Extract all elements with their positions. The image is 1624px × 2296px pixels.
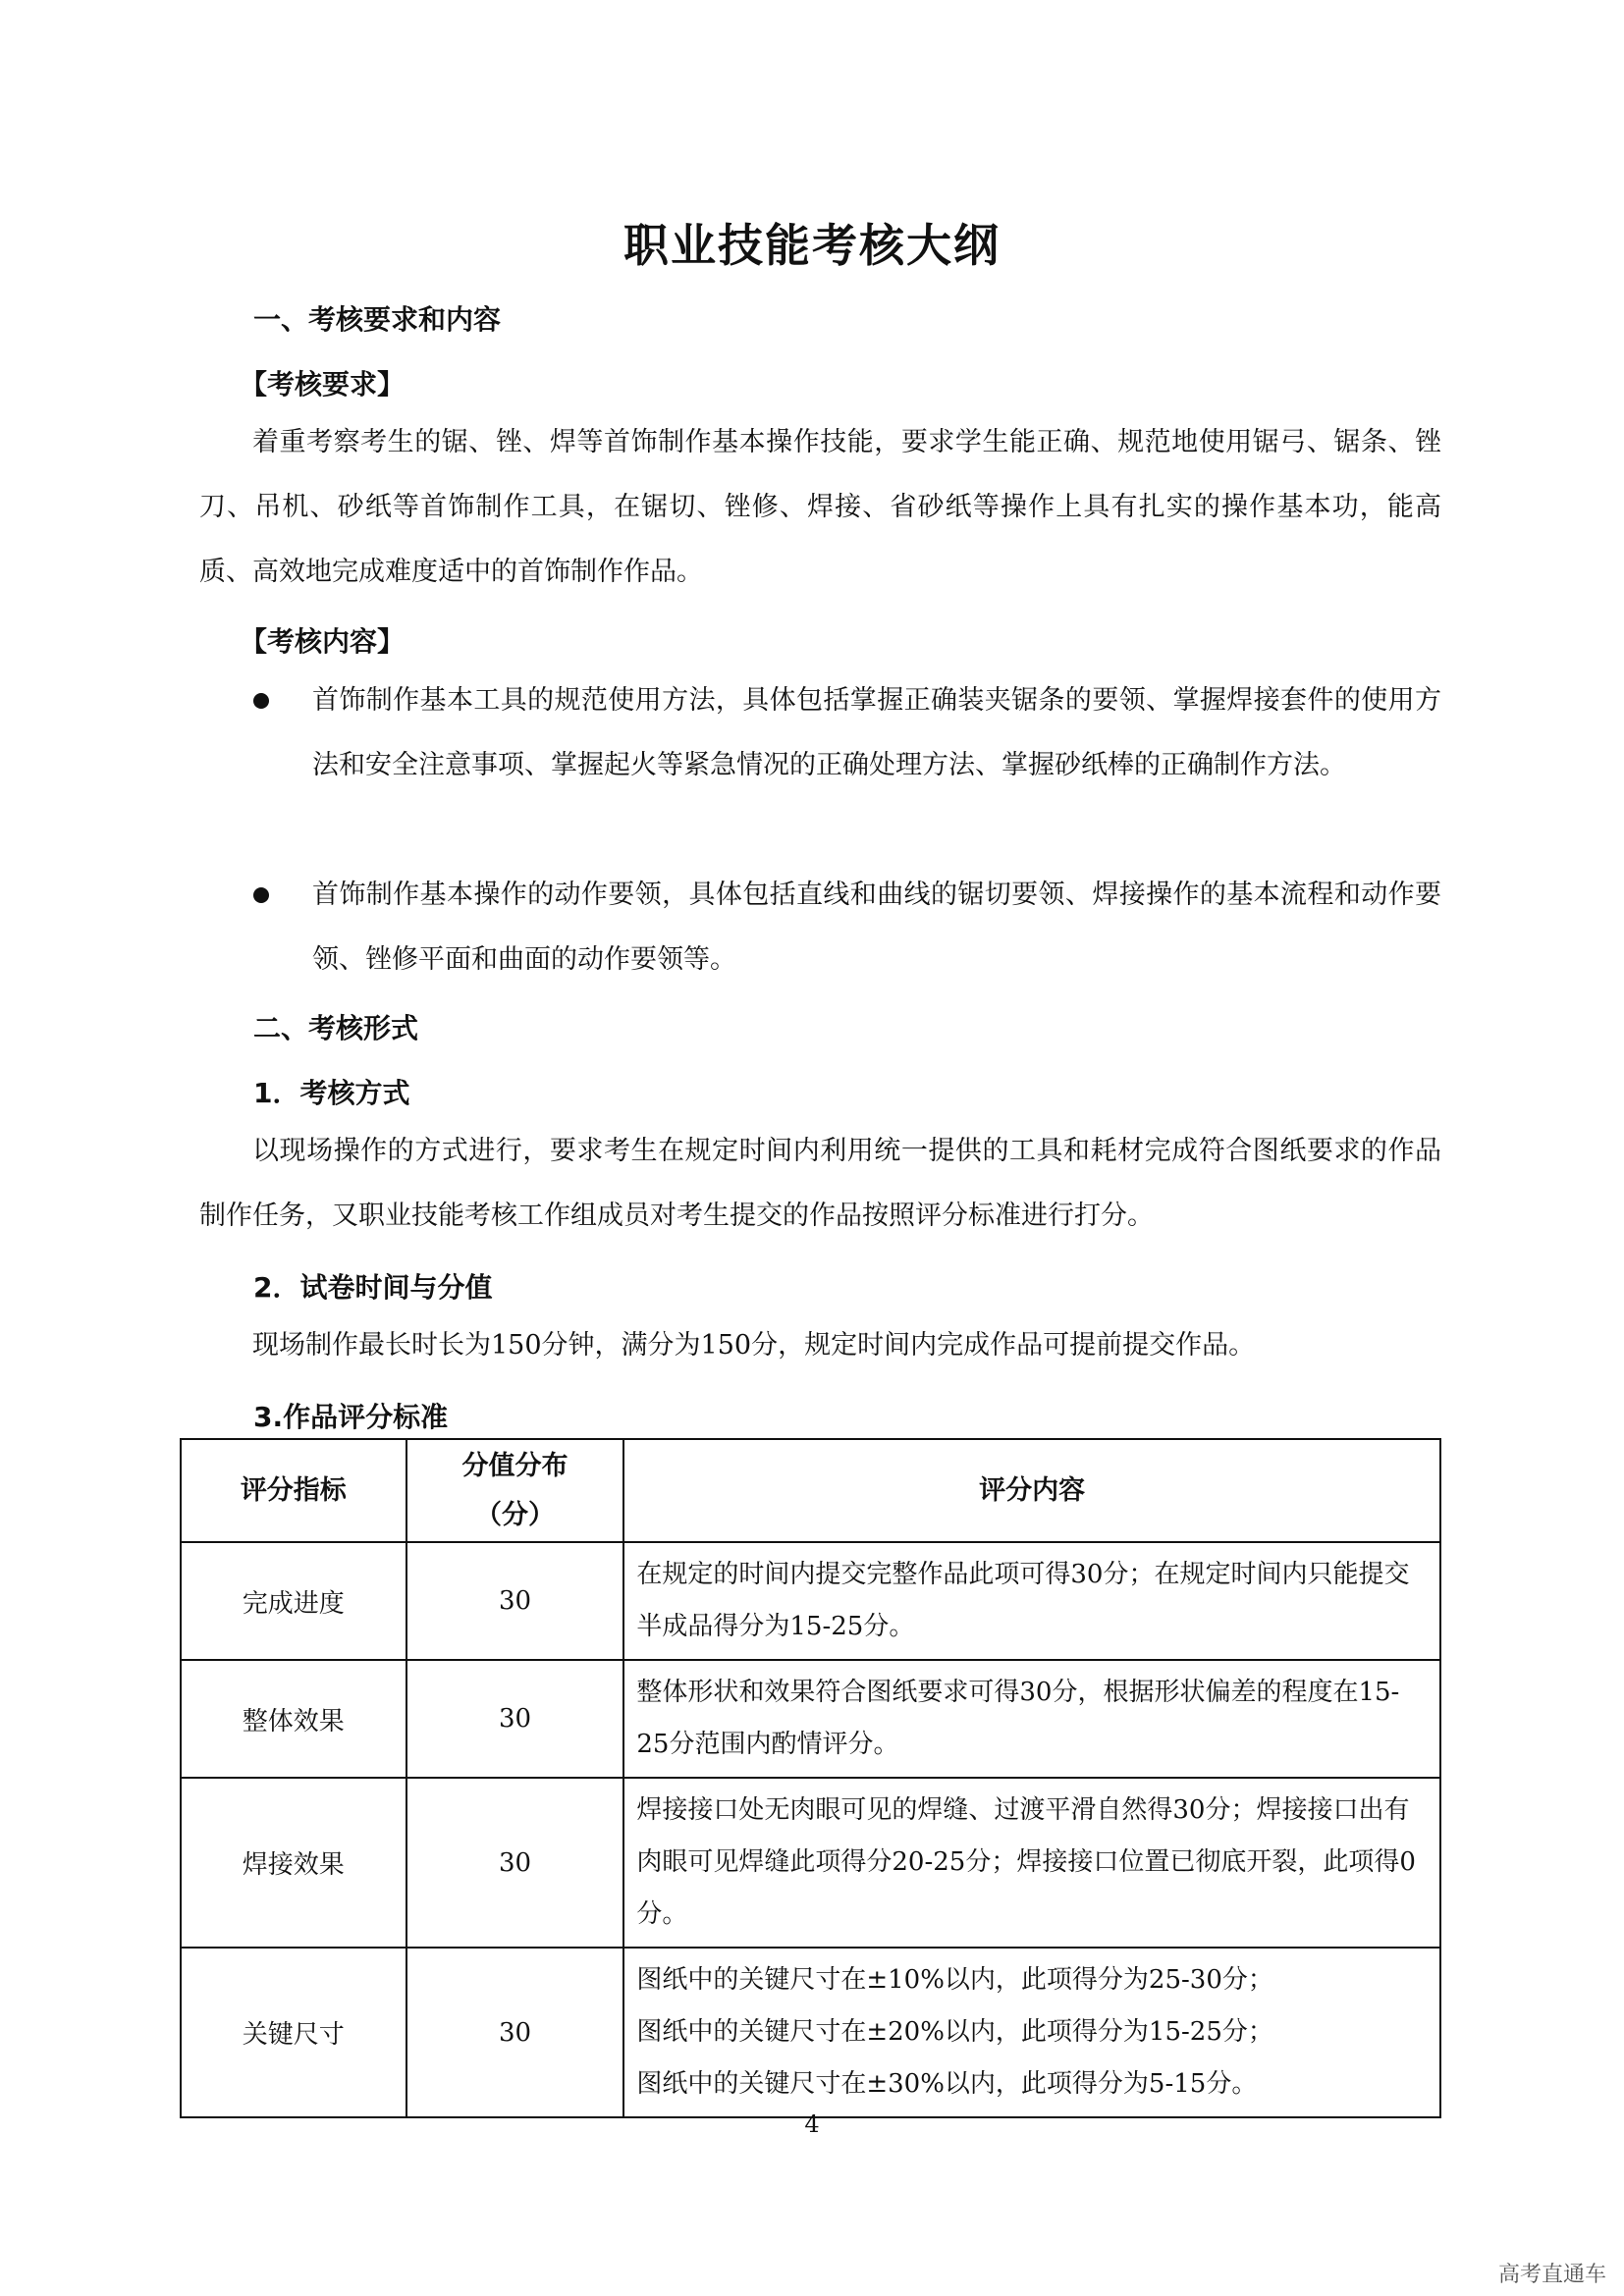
watermark-text: 高考直通车 [1497, 2263, 1606, 2287]
row-content-line: 图纸中的关键尺寸在±20%以内，此项得分为15-25分； [636, 2017, 1273, 2047]
requirements-text: 着重考察考生的锯、锉、焊等首饰制作基本操作技能，要求学生能正确、规范地使用锯弓、锯条、锉刀、吊机、砂纸等首饰制作工具，在锯切、锉修、焊接、省砂纸等操作上具有扎实的操作基本功，能高质、高效地完成难度适中的首饰制作作品。 [199, 427, 1441, 587]
content-label: 【考核内容】 [240, 625, 406, 658]
content-bullet-2: 首饰制作基本操作的动作要领，具体包括直线和曲线的锯切要领、焊接操作的基本流程和动作要领、锉修平面和曲面的动作要领等。 [312, 880, 1441, 975]
table-row [181, 1542, 1440, 1660]
table-row [181, 1660, 1440, 1778]
assessment-method-heading: 1．考核方式 [253, 1077, 410, 1109]
document-title: 职业技能考核大纲 [623, 219, 1001, 272]
bullet-icon [253, 693, 269, 709]
header-score-line2: （分） [474, 1499, 555, 1530]
row-content-line: 图纸中的关键尺寸在±30%以内，此项得分为5-15分。 [636, 2069, 1258, 2099]
table-header-row [181, 1439, 1440, 1542]
scoring-standard-heading: 3.作品评分标准 [253, 1401, 449, 1433]
row-score: 30 [406, 1542, 624, 1660]
row-score: 30 [406, 1948, 624, 2117]
row-content: 焊接接口处无肉眼可见的焊缝、过渡平滑自然得30分；焊接接口出有肉眼可见焊缝此项得分20-25分；焊接接口位置已彻底开裂，此项得0分。 [623, 1778, 1440, 1948]
row-indicator: 完成进度 [181, 1542, 406, 1660]
content-bullet-1: 首饰制作基本工具的规范使用方法，具体包括掌握正确装夹锯条的要领、掌握焊接套件的使用方法和安全注意事项、掌握起火等紧急情况的正确处理方法、掌握砂纸棒的正确制作方法。 [312, 685, 1441, 780]
row-content-line: 图纸中的关键尺寸在±10%以内，此项得分为25-30分； [636, 1965, 1273, 1995]
row-content [623, 1948, 1440, 2117]
assessment-method-text: 以现场操作的方式进行，要求考生在规定时间内利用统一提供的工具和耗材完成符合图纸要求的作品制作任务，又职业技能考核工作组成员对考生提交的作品按照评分标准进行打分。 [199, 1136, 1441, 1231]
bullet-icon [253, 887, 269, 903]
row-content: 整体形状和效果符合图纸要求可得30分，根据形状偏差的程度在15-25分范围内酌情评分。 [623, 1660, 1440, 1778]
header-content: 评分内容 [623, 1439, 1440, 1542]
time-score-text: 现场制作最长时长为150分钟，满分为150分，规定时间内完成作品可提前提交作品。 [252, 1330, 1256, 1361]
row-score: 30 [406, 1778, 624, 1948]
row-score: 30 [406, 1660, 624, 1778]
row-content: 在规定的时间内提交完整作品此项可得30分；在规定时间内只能提交半成品得分为15-25分。 [623, 1542, 1440, 1660]
table-row [181, 1778, 1440, 1948]
scoring-table [180, 1438, 1441, 2118]
page-number: 4 [804, 2110, 820, 2138]
header-score [406, 1439, 624, 1542]
row-indicator: 整体效果 [181, 1660, 406, 1778]
time-score-heading: 2．试卷时间与分值 [253, 1271, 493, 1304]
table-row [181, 1948, 1440, 2117]
header-score-line1: 分值分布 [461, 1450, 568, 1481]
row-indicator: 焊接效果 [181, 1778, 406, 1948]
row-indicator: 关键尺寸 [181, 1948, 406, 2117]
section2-heading: 二、考核形式 [253, 1012, 419, 1044]
header-indicator: 评分指标 [181, 1439, 406, 1542]
requirements-label: 【考核要求】 [240, 368, 406, 400]
section1-heading: 一、考核要求和内容 [253, 303, 502, 336]
